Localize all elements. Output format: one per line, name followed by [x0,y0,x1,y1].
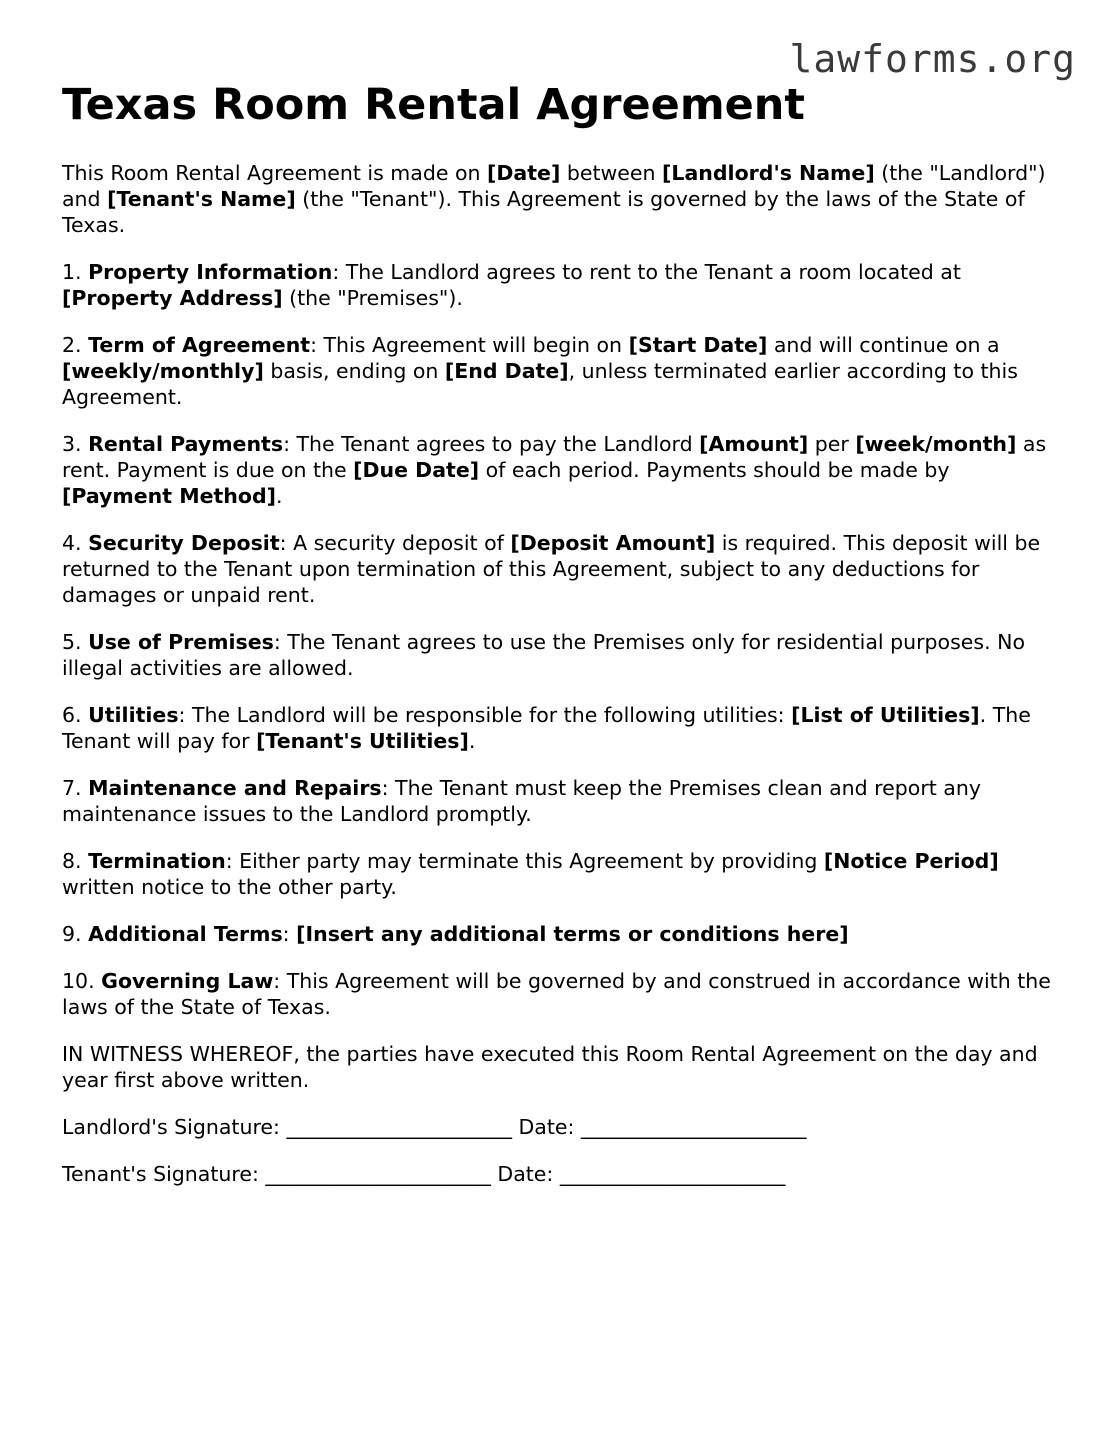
section-termination [62,848,1062,900]
site-watermark: lawforms.org [789,37,1076,81]
section-number: 8. [62,849,89,873]
section-text: : Either party may terminate this Agreement by providing [225,849,824,873]
section-heading: Governing Law [101,969,274,993]
section-text: , unless terminated earlier according to this Agreement. [62,359,1018,409]
section-number: 6. [62,703,89,727]
section-number: 1. [62,260,89,284]
section-text: (the "Premises"). [282,286,463,310]
section-text: : [282,922,297,946]
section-text: : A security deposit of [279,531,511,555]
section-text: per [808,432,856,456]
additional-terms-placeholder: [Insert any additional terms or conditions here] [296,922,849,946]
landlord-signature-line: Landlord's Signature: ______________________ Date: ______________________ [62,1115,807,1139]
section-heading: Term of Agreement [88,333,311,357]
payment-method-placeholder: [Payment Method] [62,484,277,508]
tenant-signature-line: Tenant's Signature: ______________________ Date: ______________________ [62,1162,786,1186]
agreement-body [62,160,1062,1208]
section-number: 3. [62,432,89,456]
section-heading: Use of Premises [88,630,274,654]
section-heading: Property Information [88,260,333,284]
property-address-placeholder: [Property Address] [62,286,283,310]
section-heading: Termination [88,849,226,873]
document-title: Texas Room Rental Agreement [62,80,805,130]
landlord-name-placeholder: [Landlord's Name] [662,161,875,185]
intro-text: between [560,161,663,185]
date-placeholder: [Date] [487,161,561,185]
intro-text: (the "Landlord") and [62,161,1046,211]
section-text: of each period. Payments should be made by [479,458,950,482]
utilities-list-placeholder: [List of Utilities] [791,703,980,727]
tenant-name-placeholder: [Tenant's Name] [107,187,296,211]
due-date-placeholder: [Due Date] [353,458,480,482]
section-text: : This Agreement will be governed by and construed in accordance with the laws of the State of Texas. [62,969,1051,1019]
section-text: : The Tenant agrees to use the Premises only for residential purposes. No illegal activities are allowed. [62,630,1025,680]
start-date-placeholder: [Start Date] [628,333,768,357]
period-placeholder: [week/month] [855,432,1017,456]
section-heading: Rental Payments [88,432,284,456]
tenant-utilities-placeholder: [Tenant's Utilities] [256,729,469,753]
section-number: 7. [62,776,89,800]
section-number: 2. [62,333,89,357]
section-maintenance-and-repairs [62,775,1062,827]
intro-text: This Room Rental Agreement is made on [62,161,488,185]
section-text: written notice to the other party. [62,875,397,899]
section-governing-law [62,968,1062,1020]
end-date-placeholder: [End Date] [444,359,569,383]
section-heading: Utilities [88,703,179,727]
notice-period-placeholder: [Notice Period] [823,849,999,873]
frequency-placeholder: [weekly/monthly] [62,359,264,383]
section-text: basis, ending on [263,359,445,383]
section-use-of-premises [62,629,1062,681]
section-number: 4. [62,531,89,555]
section-text: : This Agreement will begin on [310,333,629,357]
section-text: . [276,484,283,508]
section-number: 10. [62,969,102,993]
section-text: . The Tenant will pay for [62,703,1031,753]
amount-placeholder: [Amount] [699,432,809,456]
section-property-information [62,259,1062,311]
section-heading: Maintenance and Repairs [88,776,382,800]
section-text: : The Landlord agrees to rent to the Tenant a room located at [332,260,961,284]
section-number: 5. [62,630,89,654]
section-number: 9. [62,922,89,946]
section-text: is required. This deposit will be returned to the Tenant upon termination of this Agreement, subject to any deductions for damages or unpaid rent. [62,531,1041,607]
section-security-deposit [62,530,1062,608]
section-text: and will continue on a [767,333,1000,357]
section-text: as rent. Payment is due on the [62,432,1047,482]
section-heading: Additional Terms [88,922,283,946]
intro-paragraph [62,160,1062,238]
section-text: : The Landlord will be responsible for the following utilities: [178,703,792,727]
section-utilities [62,702,1062,754]
section-text: . [468,729,476,753]
intro-text: (the "Tenant"). This Agreement is governed by the laws of the State of Texas. [62,187,1025,237]
section-rental-payments [62,431,1062,509]
section-additional-terms [62,921,1062,947]
witness-clause: IN WITNESS WHEREOF, the parties have executed this Room Rental Agreement on the day and year first above written. [62,1042,1038,1092]
deposit-amount-placeholder: [Deposit Amount] [510,531,716,555]
section-text: : The Tenant must keep the Premises clean and report any maintenance issues to the Landlord promptly. [62,776,981,826]
section-text: : The Tenant agrees to pay the Landlord [283,432,700,456]
section-term-of-agreement [62,332,1062,410]
section-heading: Security Deposit [88,531,280,555]
